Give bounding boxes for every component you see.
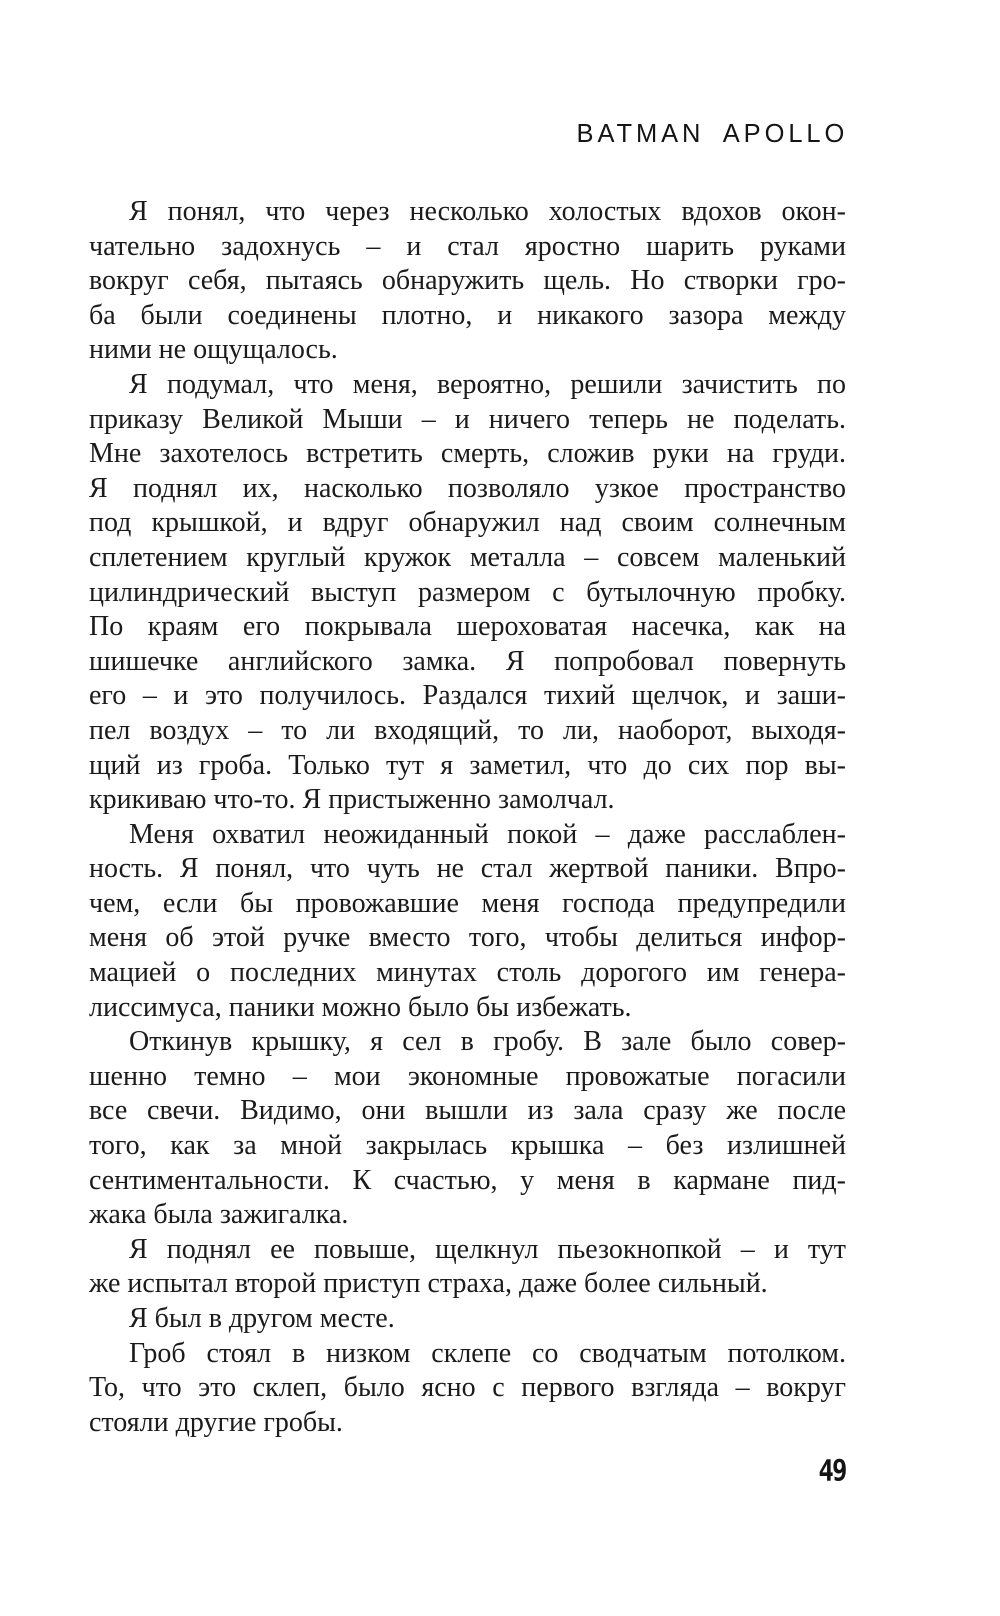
paragraph (89, 368, 846, 818)
text-line: Мне захотелось встретить смерть, сложив руки на груди. (89, 438, 846, 470)
text-line: сентиментальности. К счастью, у меня в кармане пид- (89, 1164, 846, 1196)
text-line: ними не ощущалось. (89, 334, 338, 366)
text-line: его – и это получилось. Раздался тихий щелчок, и заши- (89, 680, 846, 712)
text-line: Я был в другом месте. (129, 1303, 395, 1334)
text-line: Я поднял их, насколько позволяло узкое пространство (89, 472, 846, 504)
text-line: жака была зажигалка. (89, 1199, 349, 1231)
paragraph (89, 1302, 846, 1337)
paragraph (89, 818, 846, 1026)
page-number: 49 (818, 1454, 846, 1489)
text-line: же испытал второй приступ страха, даже более сильный. (89, 1268, 768, 1300)
text-line: под крышкой, и вдруг обнаружил над своим солнечным (89, 507, 846, 539)
text-line: стояли другие гробы. (89, 1406, 343, 1438)
text-line: того, как за мной закрылась крышка – без излишней (89, 1130, 846, 1162)
text-line: Я понял, что через несколько холостых вдохов окон- (129, 196, 846, 227)
text-line: лиссимуса, паники можно было бы избежать. (89, 991, 632, 1023)
text-line: шишечке английского замка. Я попробовал повернуть (89, 645, 846, 677)
text-line: мацией о последних минутах столь дорогого им генера- (89, 957, 846, 989)
text-line: цилиндрический выступ размером с бутылочную пробку. (89, 576, 846, 608)
text-line: Гроб стоял в низком склепе со сводчатым потолком. (129, 1337, 846, 1369)
text-line: вокруг себя, пытаясь обнаружить щель. Но створки гро- (89, 265, 846, 297)
paragraph (89, 195, 846, 368)
text-block (89, 195, 846, 1440)
text-line: меня об этой ручке вместо того, чтобы делиться инфор- (89, 922, 846, 954)
text-line: Откинув крышку, я сел в гробу. В зале было совер- (129, 1026, 846, 1058)
running-header-title: BATMAN APOLLO (576, 118, 848, 148)
text-line: ба были соединены плотно, и никакого зазора между (89, 299, 846, 331)
text-line: Я поднял ее повыше, щелкнул пьезокнопкой – и тут (129, 1233, 846, 1265)
text-line: чательно задохнусь – и стал яростно шарить руками (89, 230, 846, 262)
text-line: Я подумал, что меня, вероятно, решили зачистить по (129, 368, 846, 400)
paragraph (89, 1337, 846, 1441)
text-line: шенно темно – мои экономные провожатые погасили (89, 1060, 846, 1092)
text-line: чем, если бы провожавшие меня господа предупредили (89, 887, 846, 919)
text-line: пел воздух – то ли входящий, то ли, наоборот, выходя- (89, 714, 846, 746)
text-line: щий из гроба. Только тут я заметил, что до сих пор вы- (89, 749, 846, 781)
text-line: приказу Великой Мыши – и ничего теперь не поделать. (89, 403, 846, 435)
paragraph (89, 1025, 846, 1233)
text-line: Меня охватил неожиданный покой – даже расслаблен- (129, 818, 846, 850)
paragraph (89, 1233, 846, 1302)
text-line: крикиваю что-то. Я пристыженно замолчал. (89, 784, 615, 816)
text-line: все свечи. Видимо, они вышли из зала сразу же после (89, 1095, 846, 1127)
text-line: ность. Я понял, что чуть не стал жертвой паники. Впро- (89, 853, 846, 885)
text-line: То, что это склеп, было ясно с первого взгляда – вокруг (89, 1372, 846, 1404)
text-line: сплетением круглый кружок металла – совсем маленький (89, 541, 846, 573)
text-line: По краям его покрывала шероховатая насечка, как на (89, 611, 846, 643)
